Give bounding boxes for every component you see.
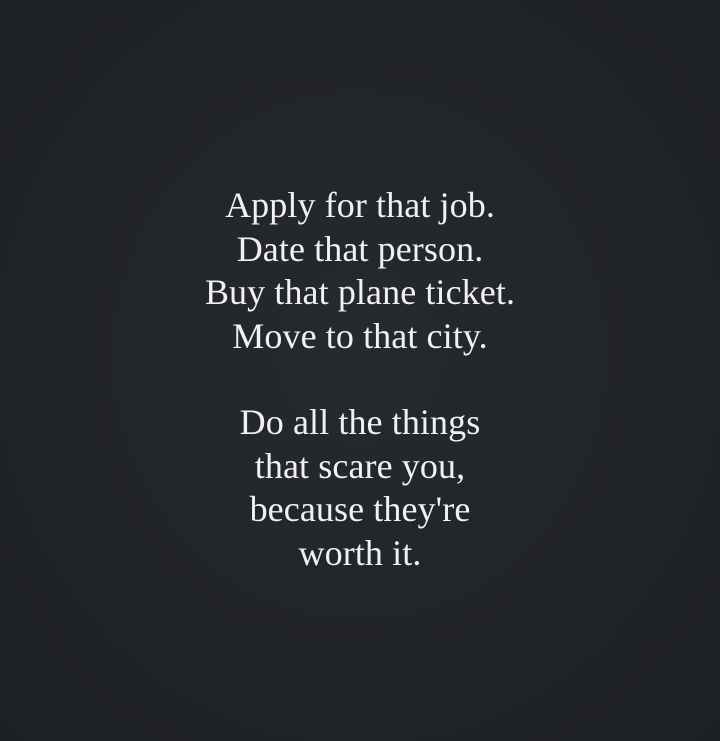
quote-line: Do all the things [239,402,481,442]
quote-line: Apply for that job. [225,185,495,225]
quote-line: Date that person. [236,228,484,269]
quote-line: because they're [249,489,471,529]
quote-line: worth it. [298,532,422,573]
quote-line: Buy that plane ticket. [204,272,516,312]
quote-stanza-2 [0,401,720,575]
quote-stanza-1 [0,184,720,358]
quote-line: that scare you, [254,445,466,486]
quote-line: Move to that city. [232,315,488,356]
